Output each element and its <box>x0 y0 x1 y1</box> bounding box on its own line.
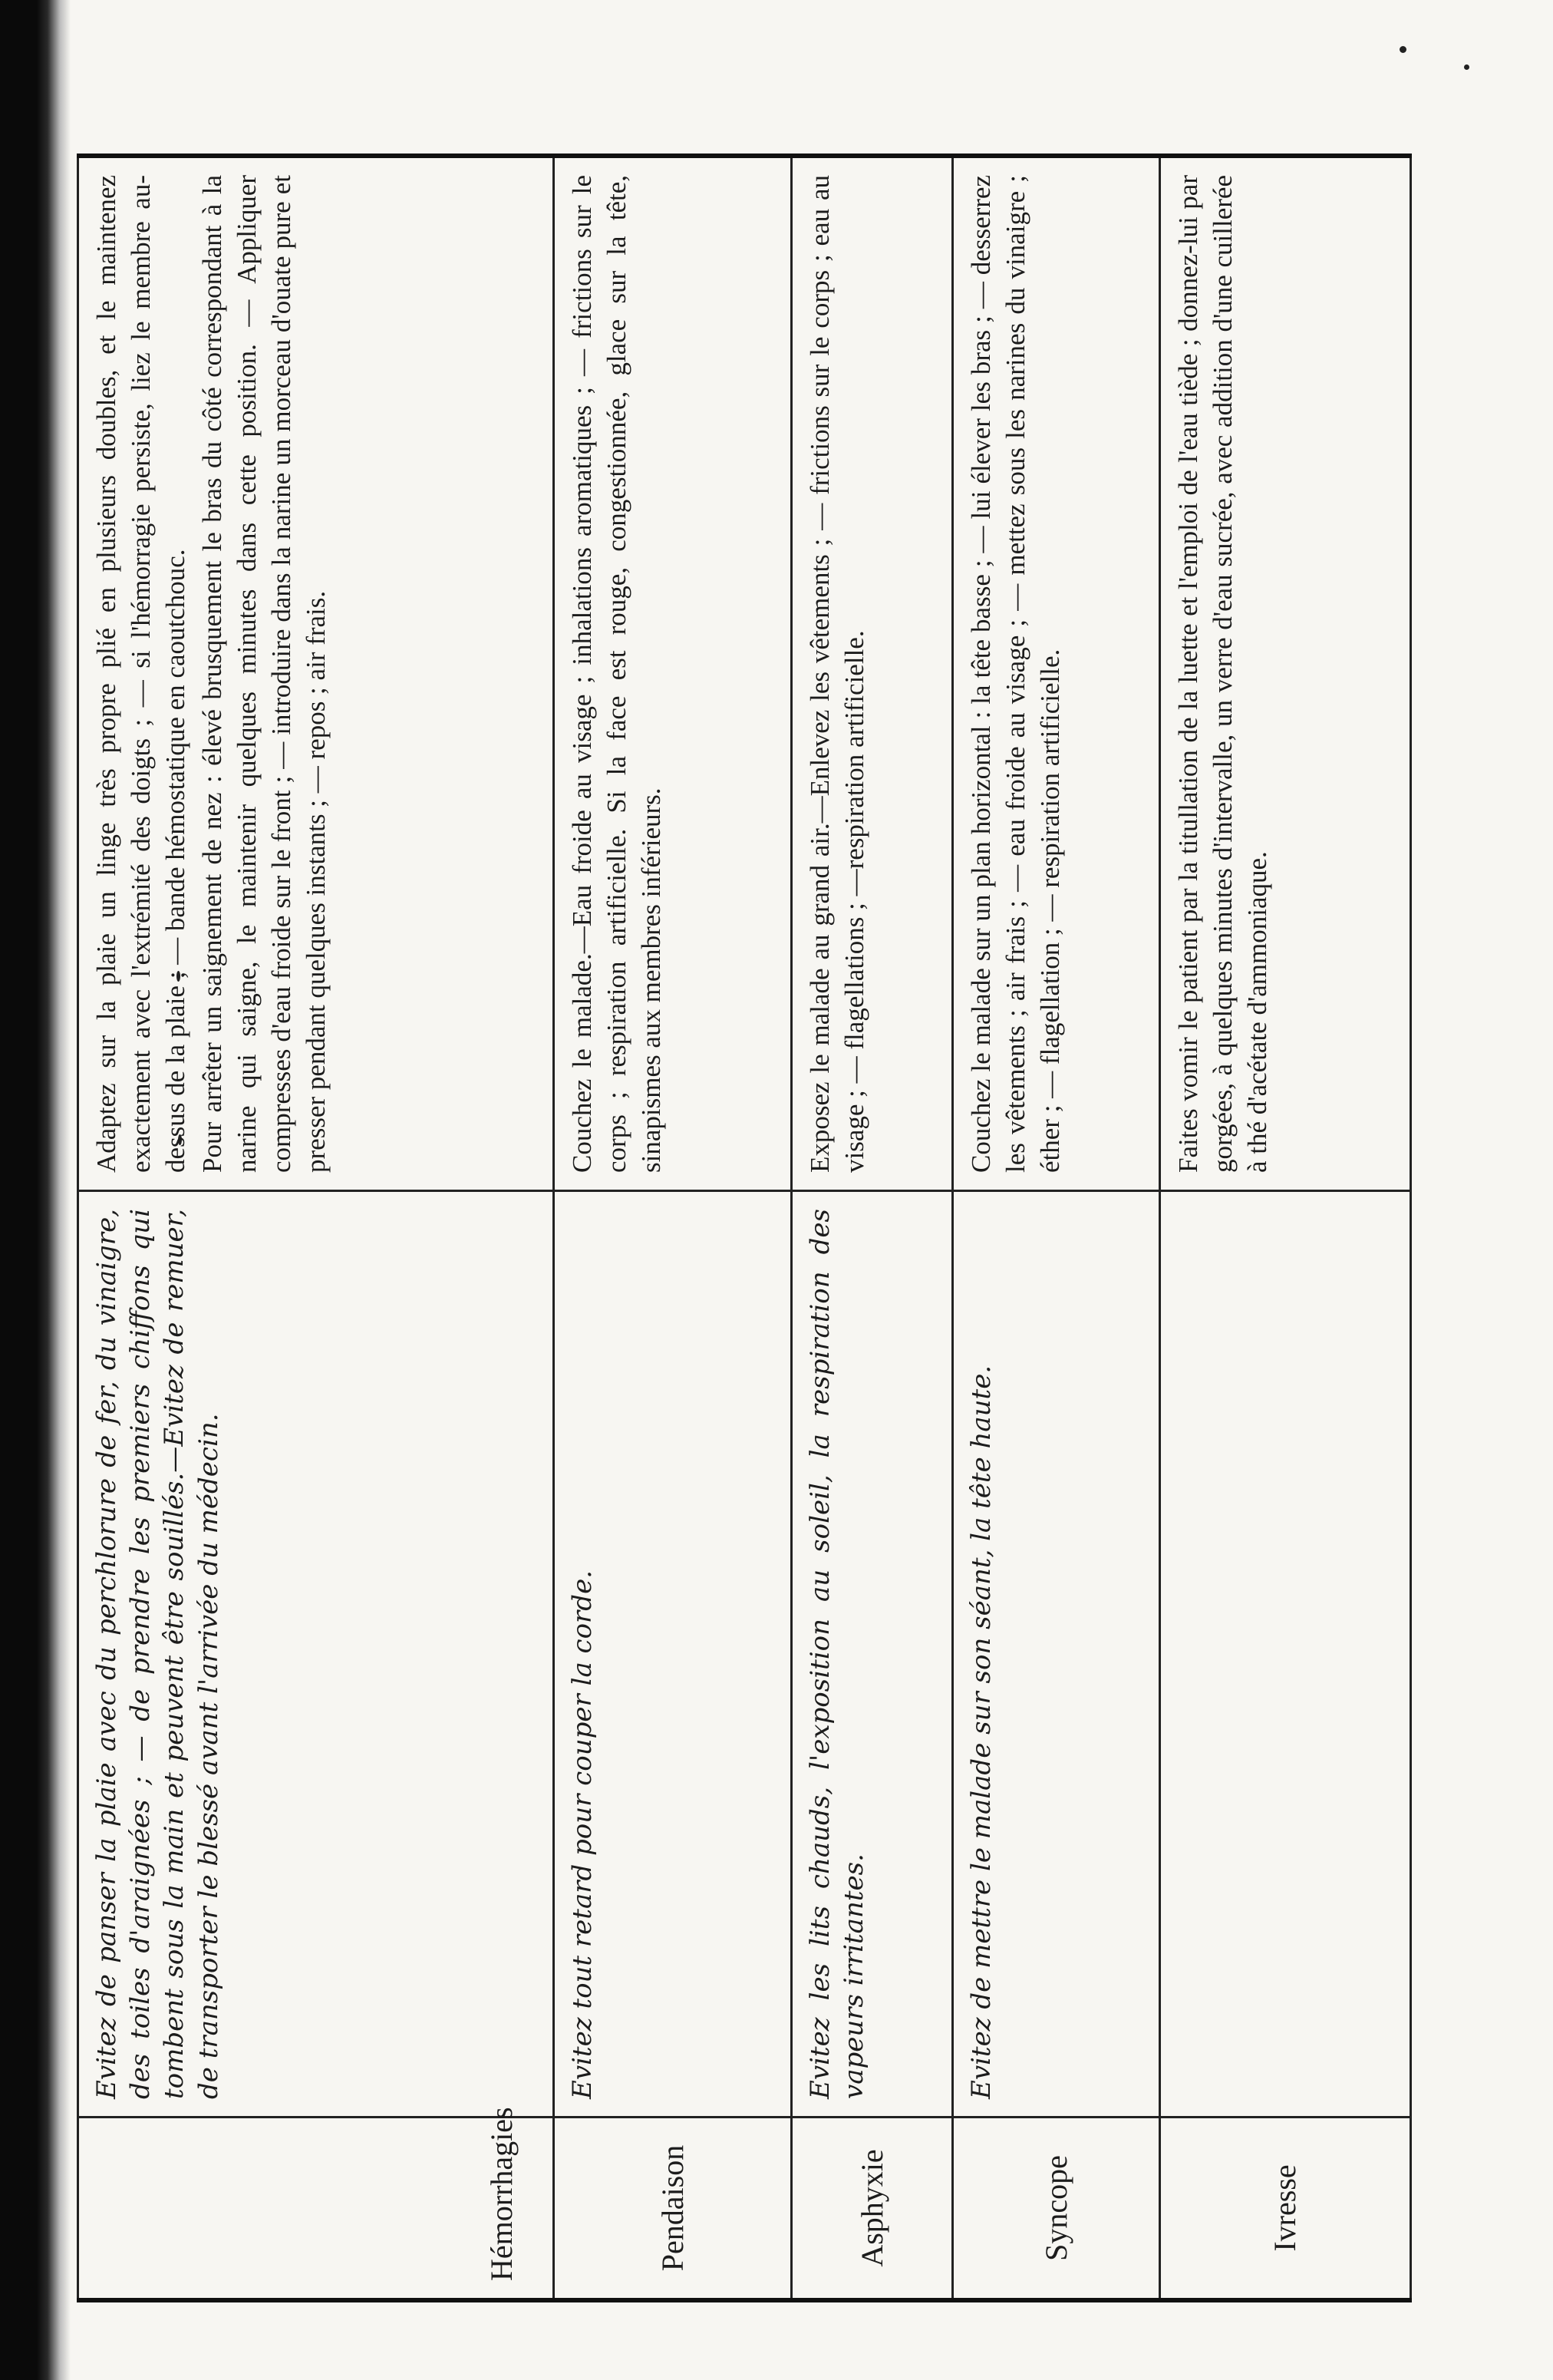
print-speck <box>1464 64 1469 70</box>
condition-name: Syncope <box>953 2118 1160 2301</box>
table-row <box>792 156 953 2300</box>
treatment-text: Pour arrêter un saignement de nez : élevé brusquement le bras du côté correspondant à la narine qui saigne, le maintenir quelques minutes dans cette position. — Appliquer compresses d'eau froide sur le front ; — introduire dans la narine un morceau d'ouate pure et presser pendant quelques instants ; — repos ; air frais. <box>197 175 331 1173</box>
condition-name: Hémorrhagies <box>78 2118 554 2301</box>
first-aid-table <box>77 153 1412 2302</box>
treatment-cell <box>78 156 554 1191</box>
treatment-text: Adaptez sur la plaie un linge très propre plié en plusieurs doubles, et le maintenez exactement avec l'extrémité des doigts ; — si l'hémorragie persiste, liez le membre au-dessus de la plaie ; — bande hémostatique en caoutchouc. <box>91 175 190 1173</box>
treatment-text: Exposez le malade au grand air.—Enlevez les vêtements ; — frictions sur le corps ; eau au visage ; — flagellations ; —respiration artificielle. <box>792 156 953 1191</box>
treatment-text: Couchez le malade sur un plan horizontal : la tête basse ; — lui élever les bras ; — desserrez les vêtements ; air frais ; — eau froide au visage ; — mettez sous les narines du vinaigre ; éther ; — flagellation ; — respiration artificielle. <box>953 156 1160 1191</box>
avoid-text: Evitez tout retard pour couper la corde. <box>554 1191 792 2118</box>
condition-name: Pendaison <box>554 2118 792 2301</box>
condition-name: Asphyxie <box>792 2118 953 2301</box>
treatment-text: Couchez le malade.—Eau froide au visage ; inhalations aromatiques ; — frictions sur le corps ; respiration artificielle. Si la face est rouge, congestionnée, glace sur la tête, sinapismes aux membres inférieurs. <box>554 156 792 1191</box>
first-aid-table-page <box>77 153 1412 2302</box>
condition-name: Ivresse <box>1160 2118 1411 2301</box>
table-row <box>1160 156 1411 2300</box>
table-row <box>78 156 554 2300</box>
print-speck <box>1400 46 1406 53</box>
book-binding-edge <box>0 0 71 2380</box>
avoid-text: Evitez de mettre le malade sur son séant, la tête haute. <box>953 1191 1160 2118</box>
table-row <box>554 156 792 2300</box>
treatment-text: Faites vomir le patient par la titullation de la luette et l'emploi de l'eau tiède ; donnez-lui par gorgées, à quelques minutes d'intervalle, un verre d'eau sucrée, avec addition d'une cuillerée à thé d'acétate d'ammoniaque. <box>1160 156 1411 1191</box>
table-row <box>953 156 1160 2300</box>
avoid-text: Evitez de panser la plaie avec du perchlorure de fer, du vinaigre, des toiles d'araignées ; — de prendre les premiers chiffons qui tombent sous la main et peuvent être souillés.—Evitez de remuer, de transporter le blessé avant l'arrivée du médecin. <box>78 1191 554 2118</box>
avoid-text: Evitez les lits chauds, l'exposition au soleil, la respiration des vapeurs irritantes. <box>792 1191 953 2118</box>
avoid-text <box>1160 1191 1411 2118</box>
